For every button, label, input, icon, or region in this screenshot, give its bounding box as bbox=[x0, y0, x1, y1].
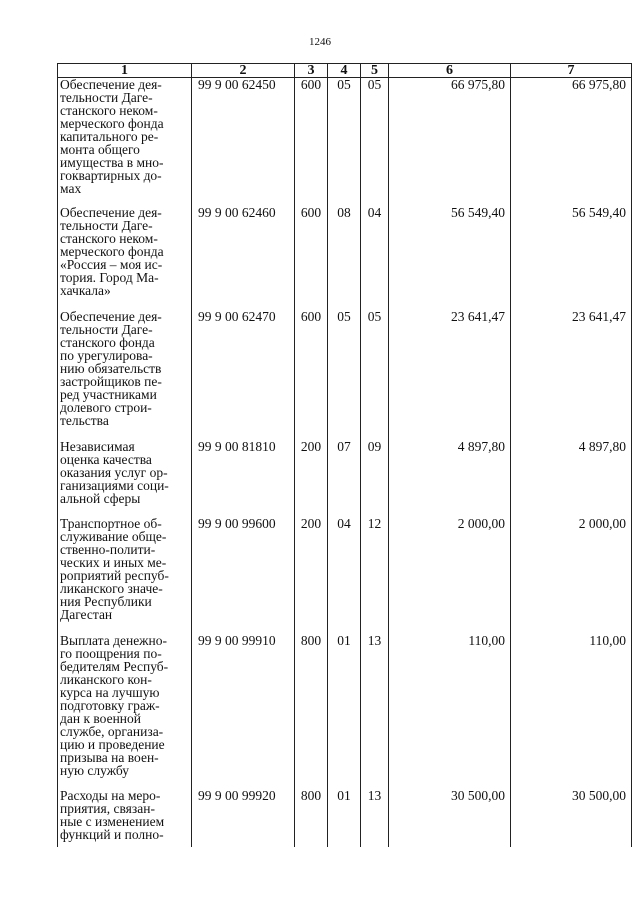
item-col6: 30 500,00 bbox=[389, 789, 511, 847]
item-name: Обеспечение дея- тельности Даге- станского фонда по урегулирова- нию обязательств застройщиков пе- ред участниками долевого строи- тельства bbox=[58, 310, 192, 440]
budget-table bbox=[57, 63, 632, 847]
item-col5: 13 bbox=[361, 789, 389, 847]
item-col4: 04 bbox=[328, 517, 361, 634]
item-name: Расходы на меро- приятия, связан- ные с изменением функций и полно- bbox=[58, 789, 192, 847]
item-col6: 2 000,00 bbox=[389, 517, 511, 634]
item-code: 99 9 00 99910 bbox=[192, 634, 295, 789]
item-col6: 66 975,80 bbox=[389, 78, 511, 206]
item-col5: 12 bbox=[361, 517, 389, 634]
item-col6: 4 897,80 bbox=[389, 440, 511, 517]
item-col5: 04 bbox=[361, 206, 389, 310]
item-col6: 110,00 bbox=[389, 634, 511, 789]
table-row bbox=[58, 310, 632, 440]
item-col4: 01 bbox=[328, 789, 361, 847]
item-name: Обеспечение дея- тельности Даге- станского неком- мерческого фонда «Россия – моя ис- тория. Город Ма- хачкала» bbox=[58, 206, 192, 310]
item-col3: 600 bbox=[295, 78, 328, 206]
column-header: 2 bbox=[192, 64, 295, 78]
item-col5: 05 bbox=[361, 78, 389, 206]
item-name: Независимая оценка качества оказания услуг ор- ганизациями соци- альной сферы bbox=[58, 440, 192, 517]
item-col5: 09 bbox=[361, 440, 389, 517]
item-code: 99 9 00 81810 bbox=[192, 440, 295, 517]
table-row bbox=[58, 78, 632, 206]
item-code: 99 9 00 99600 bbox=[192, 517, 295, 634]
table-row bbox=[58, 634, 632, 789]
item-col7: 56 549,40 bbox=[511, 206, 632, 310]
item-col4: 05 bbox=[328, 78, 361, 206]
item-code: 99 9 00 62460 bbox=[192, 206, 295, 310]
column-header: 6 bbox=[389, 64, 511, 78]
item-col7: 23 641,47 bbox=[511, 310, 632, 440]
item-col4: 08 bbox=[328, 206, 361, 310]
item-col7: 2 000,00 bbox=[511, 517, 632, 634]
item-code: 99 9 00 99920 bbox=[192, 789, 295, 847]
column-header: 1 bbox=[58, 64, 192, 78]
item-code: 99 9 00 62470 bbox=[192, 310, 295, 440]
item-col7: 4 897,80 bbox=[511, 440, 632, 517]
item-col4: 05 bbox=[328, 310, 361, 440]
table-row bbox=[58, 440, 632, 517]
page-number: 1246 bbox=[309, 36, 331, 48]
item-col3: 800 bbox=[295, 634, 328, 789]
item-col6: 56 549,40 bbox=[389, 206, 511, 310]
item-col3: 600 bbox=[295, 310, 328, 440]
column-header: 5 bbox=[361, 64, 389, 78]
table-row bbox=[58, 517, 632, 634]
item-col3: 800 bbox=[295, 789, 328, 847]
item-col3: 600 bbox=[295, 206, 328, 310]
item-col5: 13 bbox=[361, 634, 389, 789]
item-col4: 01 bbox=[328, 634, 361, 789]
item-col6: 23 641,47 bbox=[389, 310, 511, 440]
item-code: 99 9 00 62450 bbox=[192, 78, 295, 206]
item-col3: 200 bbox=[295, 517, 328, 634]
item-col4: 07 bbox=[328, 440, 361, 517]
column-header: 7 bbox=[511, 64, 632, 78]
item-name: Обеспечение дея- тельности Даге- станского неком- мерческого фонда капитального ре- монта общего имущества в мно- гоквартирных до- мах bbox=[58, 78, 192, 206]
item-name: Выплата денежно- го поощрения по- бедителям Респуб- ликанского кон- курса на лучшую подготовку граж- дан к военной службе, организа- цию и проведение призыва на воен- ную службу bbox=[58, 634, 192, 789]
header-row bbox=[58, 64, 632, 78]
item-col7: 110,00 bbox=[511, 634, 632, 789]
table-row bbox=[58, 789, 632, 847]
item-name: Транспортное об- служивание обще- ственно-полити- ческих и иных ме- роприятий респуб- ликанского значе- ния Республики Дагестан bbox=[58, 517, 192, 634]
column-header: 3 bbox=[295, 64, 328, 78]
item-col7: 30 500,00 bbox=[511, 789, 632, 847]
table-row bbox=[58, 206, 632, 310]
item-col5: 05 bbox=[361, 310, 389, 440]
column-header: 4 bbox=[328, 64, 361, 78]
item-col7: 66 975,80 bbox=[511, 78, 632, 206]
item-col3: 200 bbox=[295, 440, 328, 517]
